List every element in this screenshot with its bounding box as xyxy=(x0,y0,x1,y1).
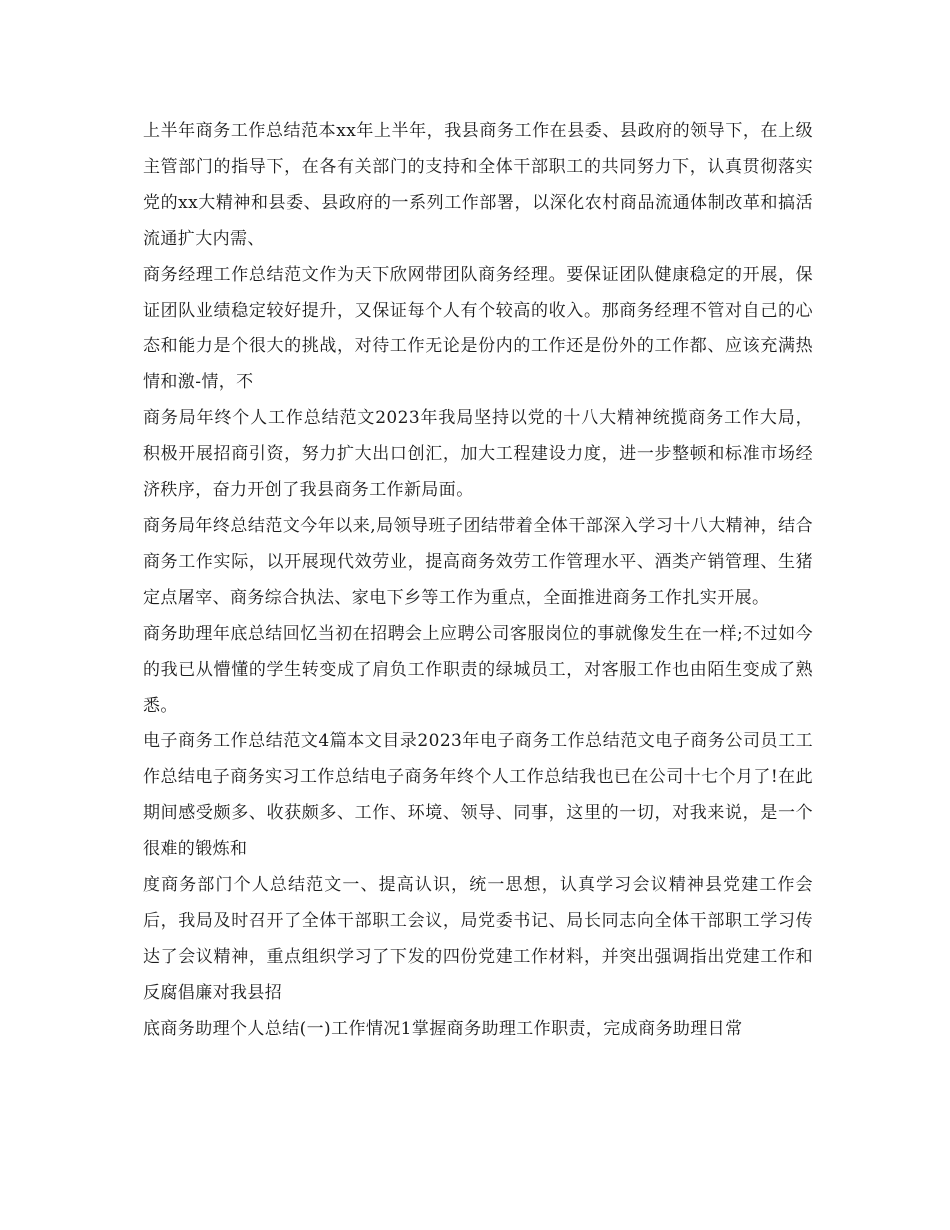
paragraph-ecommerce-summary: 电子商务工作总结范文4篇本文目录2023年电子商务工作总结范文电子商务公司员工工作总结电子商务实习工作总结电子商务年终个人工作总结我也已在公司十七个月了!在此期间感受颇多、收获颇多、工作、环境、领导、同事，这里的一切，对我来说，是一个很难的锻炼和 xyxy=(143,731,813,860)
paragraph-assistant-personal-summary: 底商务助理个人总结(一)工作情况1掌握商务助理工作职责，完成商务助理日常 xyxy=(143,1018,743,1039)
paragraph-half-year-summary: 上半年商务工作总结范本xx年上半年，我县商务工作在县委、县政府的领导下，在上级主管部门的指导下，在各有关部门的支持和全体干部职工的共同努力下，认真贯彻落实党的xx大精神和县委、县政府的一系列工作部署，以深化农村商品流通体制改革和搞活流通扩大内需、 xyxy=(143,121,813,249)
paragraph-bureau-annual-personal-summary: 商务局年终个人工作总结范文2023年我局坚持以党的十八大精神统揽商务工作大局，积极开展招商引资，努力扩大出口创汇，加大工程建设力度，进一步整顿和标准市场经济秩序，奋力开创了我县商务工作新局面。 xyxy=(143,408,813,501)
paragraph-department-personal-summary: 度商务部门个人总结范文一、提高认识，统一思想，认真学习会议精神县党建工作会后，我局及时召开了全体干部职工会议，局党委书记、局长同志向全体干部职工学习传达了会议精神，重点组织学习了下发的四份党建工作材料，并突出强调指出党建工作和反腐倡廉对我县招 xyxy=(143,875,813,1003)
document-body xyxy=(143,114,813,1048)
paragraph-business-manager-summary: 商务经理工作总结范文作为天下欣网带团队商务经理。要保证团队健康稳定的开展，保证团队业绩稳定较好提升，又保证每个人有个较高的收入。那商务经理不管对自己的心态和能力是个很大的挑战，对待工作无论是份内的工作还是份外的工作都、应该充满热情和激-情，不 xyxy=(143,264,813,393)
paragraph-assistant-year-end-summary: 商务助理年底总结回忆当初在招聘会上应聘公司客服岗位的事就像发生在一样;不过如今的我已从懵懂的学生转变成了肩负工作职责的绿城员工，对客服工作也由陌生变成了熟悉。 xyxy=(143,623,813,716)
paragraph-bureau-annual-summary: 商务局年终总结范文今年以来,局领导班子团结带着全体干部深入学习十八大精神，结合商务工作实际，以开展现代效劳业，提高商务效劳工作管理水平、酒类产销管理、生猪定点屠宰、商务综合执法、家电下乡等工作为重点，全面推进商务工作扎实开展。 xyxy=(143,515,813,608)
